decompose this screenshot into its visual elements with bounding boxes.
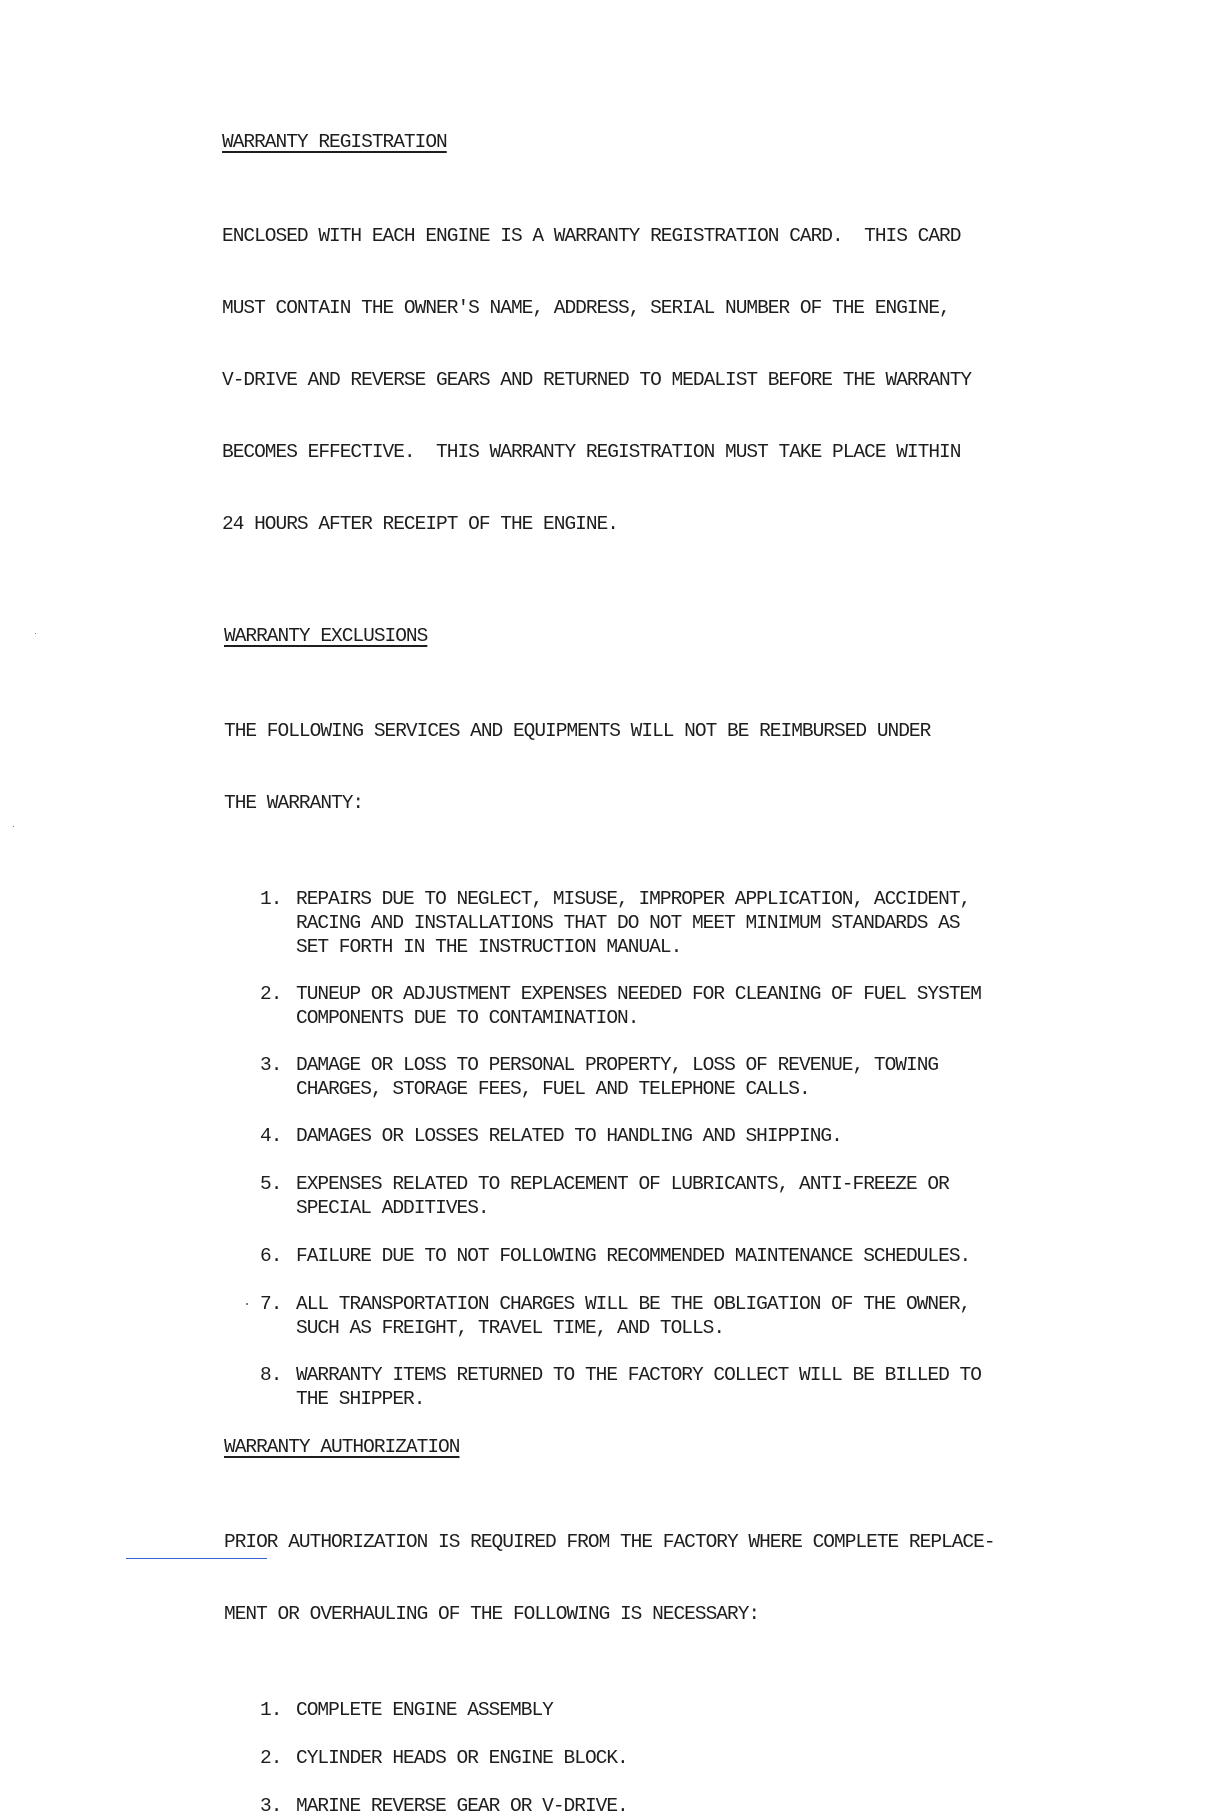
text-line: MUST CONTAIN THE OWNER'S NAME, ADDRESS, SERIAL NUMBER OF THE ENGINE, xyxy=(222,297,950,319)
text-line: V-DRIVE AND REVERSE GEARS AND RETURNED TO MEDALIST BEFORE THE WARRANTY xyxy=(222,369,972,391)
exclusions-list xyxy=(222,887,1102,1411)
text-line: THE WARRANTY: xyxy=(224,792,364,814)
heading-warranty-registration: WARRANTY REGISTRATION xyxy=(222,131,447,153)
list-item-text: MARINE REVERSE GEAR OR V-DRIVE. xyxy=(296,1795,628,1817)
footer-rule xyxy=(126,1558,267,1559)
list-item-text: REPAIRS DUE TO NEGLECT, MISUSE, IMPROPER APPLICATION, ACCIDENT, RACING AND INSTALLATIONS THAT DO NOT MEET MINIMUM STANDARDS AS SET FORTH IN THE INSTRUCTION MANUAL. xyxy=(296,888,971,958)
list-item-text: TUNEUP OR ADJUSTMENT EXPENSES NEEDED FOR CLEANING OF FUEL SYSTEM COMPONENTS DUE TO CONTAMINATION. xyxy=(296,983,981,1029)
list-item-number: 3. xyxy=(260,1054,282,1076)
scan-speck xyxy=(13,826,14,827)
registration-paragraph xyxy=(222,176,1102,584)
authorization-intro xyxy=(222,1482,1102,1674)
list-item xyxy=(222,1244,1102,1268)
list-item-number: 3. xyxy=(260,1795,282,1817)
list-item xyxy=(222,982,1102,1030)
list-item xyxy=(222,1124,1102,1148)
list-item-number: 8. xyxy=(260,1364,282,1386)
list-item-text: COMPLETE ENGINE ASSEMBLY xyxy=(296,1699,553,1721)
list-item-text: DAMAGES OR LOSSES RELATED TO HANDLING AND SHIPPING. xyxy=(296,1125,842,1147)
text-line: THE FOLLOWING SERVICES AND EQUIPMENTS WILL NOT BE REIMBURSED UNDER xyxy=(224,720,931,742)
text-line: PRIOR AUTHORIZATION IS REQUIRED FROM THE FACTORY WHERE COMPLETE REPLACE- xyxy=(224,1531,995,1553)
list-item-number: 2. xyxy=(260,983,282,1005)
list-item-number: 1. xyxy=(260,1699,282,1721)
list-item xyxy=(222,1746,1102,1770)
list-item-text: WARRANTY ITEMS RETURNED TO THE FACTORY COLLECT WILL BE BILLED TO THE SHIPPER. xyxy=(296,1364,981,1410)
scan-speck xyxy=(246,1303,248,1305)
scan-speck xyxy=(35,633,36,634)
heading-warranty-exclusions: WARRANTY EXCLUSIONS xyxy=(224,625,428,647)
list-item-text: EXPENSES RELATED TO REPLACEMENT OF LUBRICANTS, ANTI-FREEZE OR SPECIAL ADDITIVES. xyxy=(296,1173,949,1219)
list-item xyxy=(222,1794,1102,1818)
text-line: ENCLOSED WITH EACH ENGINE IS A WARRANTY REGISTRATION CARD. THIS CARD xyxy=(222,225,961,247)
list-item-text: FAILURE DUE TO NOT FOLLOWING RECOMMENDED MAINTENANCE SCHEDULES. xyxy=(296,1245,971,1267)
text-line: MENT OR OVERHAULING OF THE FOLLOWING IS NECESSARY: xyxy=(224,1603,760,1625)
list-item-number: 2. xyxy=(260,1747,282,1769)
authorization-list xyxy=(222,1698,1102,1818)
list-item xyxy=(222,1698,1102,1722)
text-line: BECOMES EFFECTIVE. THIS WARRANTY REGISTRATION MUST TAKE PLACE WITHIN xyxy=(222,441,961,463)
list-item xyxy=(222,1172,1102,1220)
list-item-number: 7. xyxy=(260,1293,282,1315)
list-item-text: CYLINDER HEADS OR ENGINE BLOCK. xyxy=(296,1747,628,1769)
text-line: 24 HOURS AFTER RECEIPT OF THE ENGINE. xyxy=(222,513,618,535)
list-item-number: 6. xyxy=(260,1245,282,1267)
heading-warranty-authorization: WARRANTY AUTHORIZATION xyxy=(224,1436,460,1458)
list-item xyxy=(222,1292,1102,1340)
list-item-number: 1. xyxy=(260,888,282,910)
exclusions-intro xyxy=(222,671,1102,863)
list-item-text: DAMAGE OR LOSS TO PERSONAL PROPERTY, LOSS OF REVENUE, TOWING CHARGES, STORAGE FEES, FUEL AND TELEPHONE CALLS. xyxy=(296,1054,939,1100)
list-item-number: 4. xyxy=(260,1125,282,1147)
document-page xyxy=(222,128,1102,1818)
list-item-text: ALL TRANSPORTATION CHARGES WILL BE THE OBLIGATION OF THE OWNER, SUCH AS FREIGHT, TRAVEL TIME, AND TOLLS. xyxy=(296,1293,971,1339)
list-item xyxy=(222,887,1102,959)
list-item xyxy=(222,1363,1102,1411)
list-item-number: 5. xyxy=(260,1173,282,1195)
list-item xyxy=(222,1053,1102,1101)
